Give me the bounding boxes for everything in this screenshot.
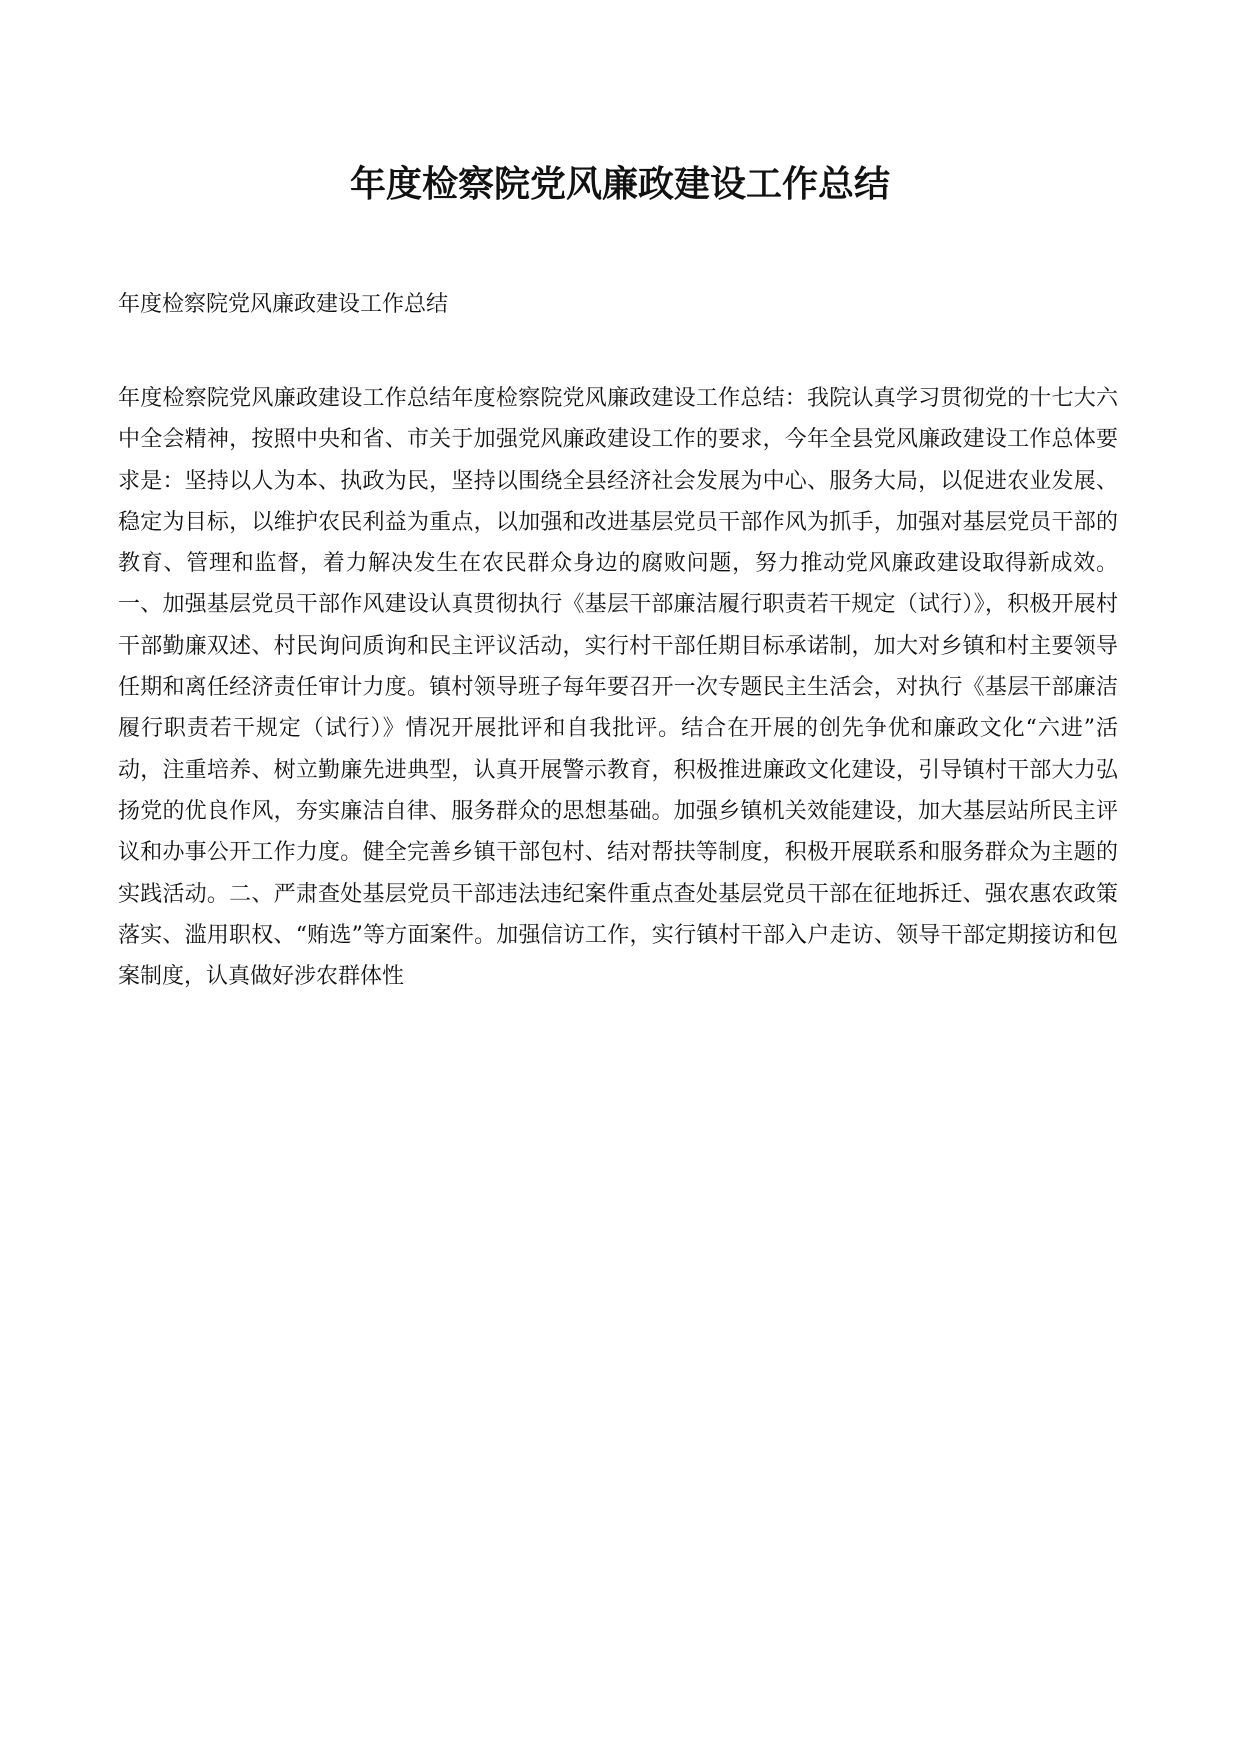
document-subtitle: 年度检察院党风廉政建设工作总结 <box>118 292 449 317</box>
document-title: 年度检察院党风廉政建设工作总结 <box>349 163 890 205</box>
document-body-paragraph: 年度检察院党风廉政建设工作总结年度检察院党风廉政建设工作总结：我院认真学习贯彻党的十七大六中全会精神，按照中央和省、市关于加强党风廉政建设工作的要求，今年全县党风廉政建设工作总体要求是：坚持以人为本、执政为民，坚持以围绕全县经济社会发展为中心、服务大局，以促进农业发展、稳定为目标，以维护农民利益为重点，以加强和改进基层党员干部作风为抓手，加强对基层党员干部的教育、管理和监督，着力解决发生在农民群众身边的腐败问题，努力推动党风廉政建设取得新成效。一、加强基层党员干部作风建设认真贯彻执行《基层干部廉洁履行职责若干规定（试行）》，积极开展村干部勤廉双述、村民询问质询和民主评议活动，实行村干部任期目标承诺制，加大对乡镇和村主要领导任期和离任经济责任审计力度。镇村领导班子每年要召开一次专题民主生活会，对执行《基层干部廉洁履行职责若干规定（试行）》情况开展批评和自我批评。结合在开展的创先争优和廉政文化“六进”活动，注重培养、树立勤廉先进典型，认真开展警示教育，积极推进廉政文化建设，引导镇村干部大力弘扬党的优良作风，夯实廉洁自律、服务群众的思想基础。加强乡镇机关效能建设，加大基层站所民主评议和办事公开工作力度。健全完善乡镇干部包村、结对帮扶等制度，积极开展联系和服务群众为主题的实践活动。二、严肃查处基层党员干部违法违纪案件重点查处基层党员干部在征地拆迁、强农惠农政策落实、滥用职权、“贿选”等方面案件。加强信访工作，实行镇村干部入户走访、领导干部定期接访和包案制度，认真做好涉农群体性 <box>118 386 1118 990</box>
